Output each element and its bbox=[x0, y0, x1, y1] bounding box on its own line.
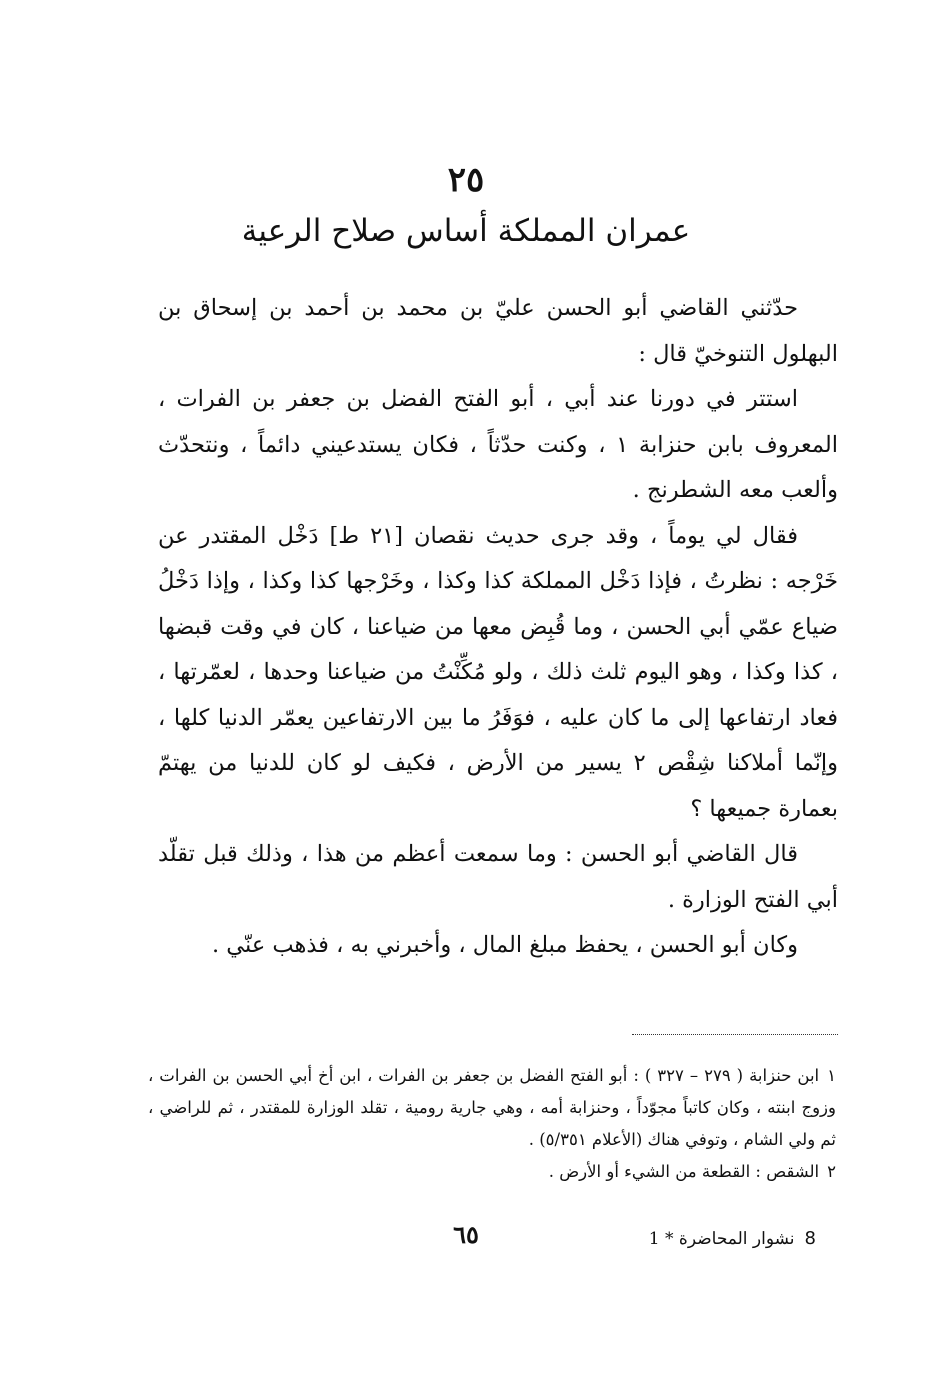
printer-signature bbox=[649, 1228, 816, 1249]
paragraph: حدّثني القاضي أبو الحسن عليّ بن محمد بن أحمد بن إسحاق بن البهلول التنوخيّ قال : bbox=[158, 295, 838, 367]
signature-number: 8 bbox=[804, 1228, 816, 1249]
footnote-separator bbox=[632, 1034, 838, 1035]
paragraph: وكان أبو الحسن ، يحفظ مبلغ المال ، وأخبرني به ، فذهب عنّي . bbox=[211, 932, 798, 958]
footnote-number: ٢ bbox=[827, 1162, 836, 1181]
footnote-number: ١ bbox=[827, 1066, 836, 1085]
chapter-title: عمران المملكة أساس صلاح الرعية bbox=[241, 213, 691, 249]
paragraph: استتر في دورنا عند أبي ، أبو الفتح الفضل بن جعفر بن الفرات ، المعروف بابن حنزابة ١ ، وكنت حدّثاً ، فكان يستدعيني دائماً ، ونتحدّث وألعب معه الشطرنج . bbox=[158, 386, 838, 503]
paragraph: قال القاضي أبو الحسن : وما سمعت أعظم من هذا ، وذلك قبل تقلّد أبي الفتح الوزارة . bbox=[158, 841, 838, 913]
chapter-number: ٢٥ bbox=[447, 160, 485, 200]
footnote-text: ابن حنزابة ( ٢٧٩ – ٣٢٧ ) : أبو الفتح الفضل بن جعفر بن الفرات ، ابن أخ أبي الحسن بن الفرات ، وزوج ابنته ، وكان كاتباً مجوّداً ، وحنزابة أمه ، وهي جارية رومية ، تقلد الوزارة للمقتدر ، ثم للراضي ، ثم ولي الشام ، وتوفي هناك (الأعلام ٥/٣٥١) . bbox=[148, 1066, 836, 1149]
paragraph: فقال لي يوماً ، وقد جرى حديث نقصان [٢١ ط] دَخْل المقتدر عن خَرْجه : نظرتُ ، فإذا دَخْل المملكة كذا وكذا ، وخَرْجها كذا وكذا ، وإذا دَخْلُ ضياع عمّي أبي الحسن ، وما قُبِض معها من ضياعنا ، كان في وقت قبضها ، كذا وكذا ، وهو اليوم ثلث ذلك ، ولو مُكِّنْتُ من ضياعنا وحدها ، لعمّرتها ، فعاد ارتفاعها إلى ما كان عليه ، فوَفَرُ ما بين الارتفاعين يعمّر الدنيا كلها ، وإنّما أملاكنا شِقْص ٢ يسير من الأرض ، فكيف لو كان للدنيا من يهتمّ بعمارة جميعها ؟ bbox=[158, 522, 838, 822]
footnote-text: الشقص : القطعة من الشيء أو الأرض . bbox=[548, 1162, 820, 1181]
body-text bbox=[158, 286, 838, 969]
page-number: ٦٥ bbox=[453, 1220, 479, 1249]
footnote bbox=[148, 1060, 836, 1156]
signature-text: نشوار المحاضرة * 1 bbox=[648, 1229, 795, 1249]
footnote bbox=[148, 1156, 836, 1188]
footnotes bbox=[148, 1060, 836, 1188]
